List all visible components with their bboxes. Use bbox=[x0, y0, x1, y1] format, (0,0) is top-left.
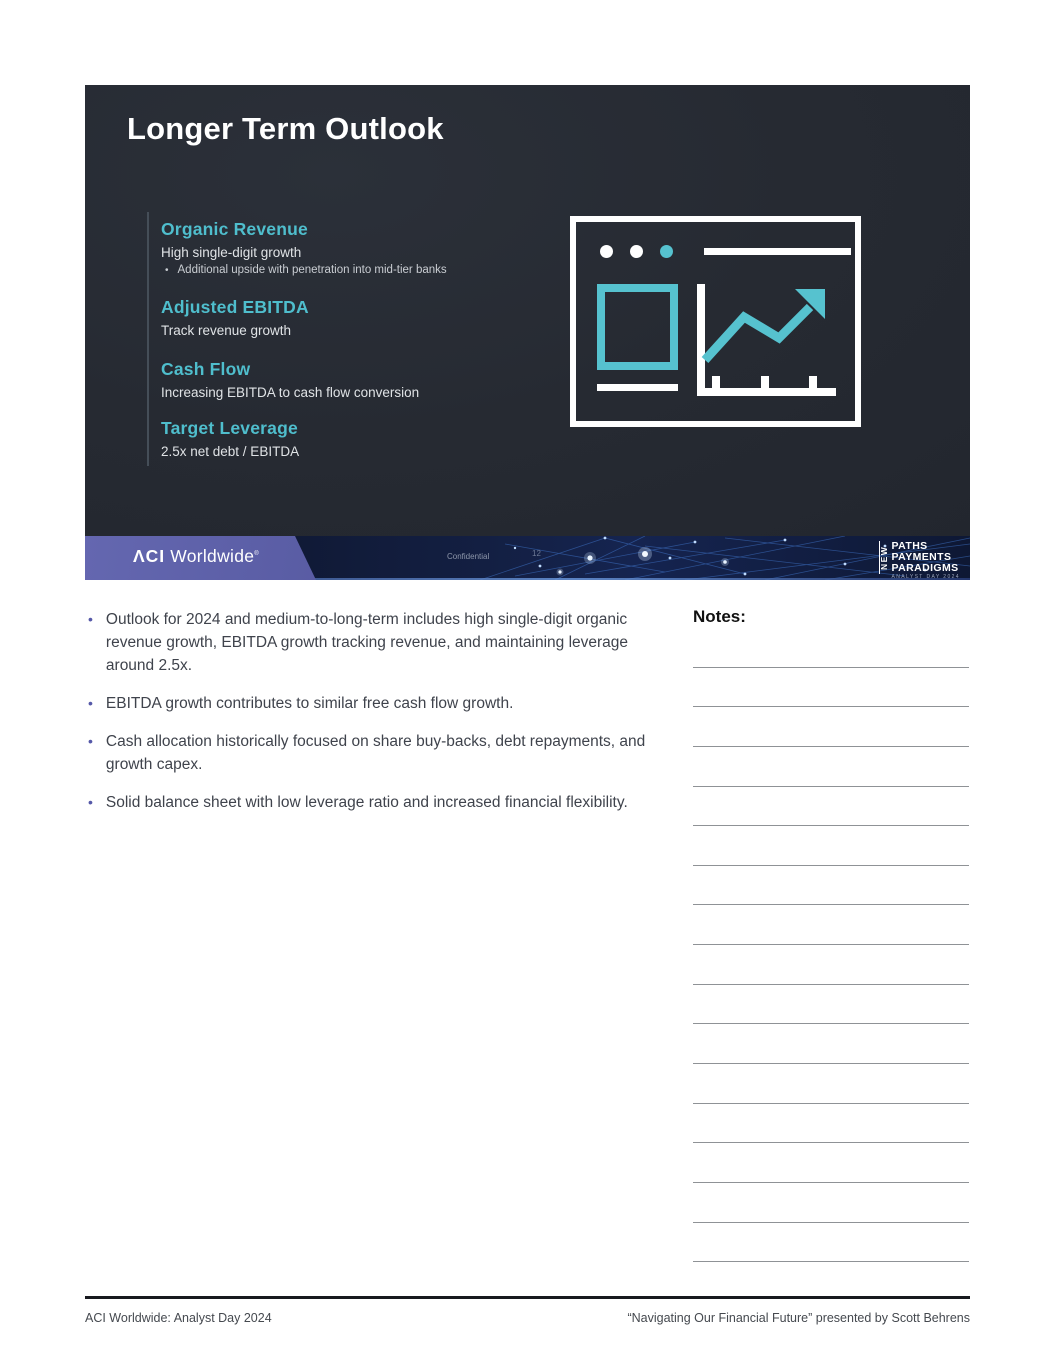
chart-x-axis bbox=[697, 388, 836, 396]
slide-section-target-leverage bbox=[161, 418, 561, 459]
list-item bbox=[88, 791, 666, 814]
panel-square-icon bbox=[597, 284, 678, 370]
section-heading: Organic Revenue bbox=[161, 219, 308, 239]
bullet-icon: • bbox=[165, 265, 169, 276]
footer-divider bbox=[85, 1296, 970, 1299]
aci-logo-mark: ΛCI bbox=[133, 546, 166, 566]
notes-line bbox=[693, 905, 969, 945]
registered-mark-icon: ® bbox=[254, 551, 259, 558]
slide-page-number: 12 bbox=[532, 549, 541, 558]
notes-heading: Notes: bbox=[693, 607, 746, 626]
notes-line bbox=[693, 1024, 969, 1064]
footer-right-text: “Navigating Our Financial Future” presented by Scott Behrens bbox=[627, 1311, 970, 1325]
slide-section-cash-flow bbox=[161, 359, 561, 400]
section-heading: Adjusted EBITDA bbox=[161, 297, 309, 317]
slide-title: Longer Term Outlook bbox=[127, 111, 444, 146]
notes-lines bbox=[693, 628, 969, 1262]
notes-line bbox=[693, 668, 969, 708]
event-logo-line: PAYMENTS bbox=[891, 550, 952, 563]
bullet-icon: • bbox=[88, 733, 93, 749]
notes-line bbox=[693, 787, 969, 827]
bullet-icon: • bbox=[88, 695, 93, 711]
bullet-text: Outlook for 2024 and medium-to-long-term includes high single-digit organic revenue growth, EBITDA growth tracking revenue, and maintaining leverage around 2.5x. bbox=[105, 611, 629, 674]
section-body: 2.5x net debt / EBITDA bbox=[161, 444, 300, 459]
list-item bbox=[88, 608, 666, 677]
notes-line bbox=[693, 1064, 969, 1104]
event-logo-subtitle: ANALYST DAY 2024 bbox=[891, 574, 960, 580]
section-body: Increasing EBITDA to cash flow conversion bbox=[161, 385, 420, 400]
notes-line bbox=[693, 628, 969, 668]
window-titlebar-line bbox=[704, 248, 851, 255]
aci-worldwide-logo bbox=[133, 546, 259, 567]
section-heading: Cash Flow bbox=[161, 359, 251, 379]
event-logo-line: PATHS bbox=[891, 540, 928, 552]
list-item bbox=[88, 730, 666, 776]
window-dot-icon bbox=[600, 245, 613, 258]
notes-line bbox=[693, 985, 969, 1025]
list-item bbox=[88, 692, 666, 715]
notes-line bbox=[693, 1223, 969, 1263]
section-divider-line bbox=[147, 212, 149, 466]
rising-trendline-icon bbox=[698, 288, 833, 383]
notes-line bbox=[693, 1104, 969, 1144]
bullet-text: EBITDA growth contributes to similar free cash flow growth. bbox=[105, 695, 514, 712]
slide-thumbnail bbox=[85, 85, 970, 580]
notes-line bbox=[693, 945, 969, 985]
summary-bullet-list bbox=[88, 608, 666, 829]
footer-left-text: ACI Worldwide: Analyst Day 2024 bbox=[85, 1311, 272, 1325]
notes-line bbox=[693, 1183, 969, 1223]
section-sub-bullet bbox=[161, 264, 561, 278]
slide-footer-bar bbox=[85, 536, 970, 580]
aci-logo-text: Worldwide bbox=[170, 546, 255, 566]
section-body: Track revenue growth bbox=[161, 323, 292, 338]
sub-bullet-text: Additional upside with penetration into mid-tier banks bbox=[177, 264, 447, 276]
window-dot-icon bbox=[660, 245, 673, 258]
browser-chart-icon bbox=[570, 216, 861, 427]
bullet-text: Solid balance sheet with low leverage ratio and increased financial flexibility. bbox=[105, 794, 628, 811]
notes-line bbox=[693, 1143, 969, 1183]
notes-line bbox=[693, 866, 969, 906]
section-heading: Target Leverage bbox=[161, 418, 298, 438]
analyst-day-event-logo bbox=[879, 541, 960, 580]
slide-section-organic-revenue bbox=[161, 219, 561, 278]
event-logo-stack bbox=[892, 541, 960, 580]
notes-line bbox=[693, 707, 969, 747]
notes-line bbox=[693, 747, 969, 787]
event-logo-line: PARADIGMS bbox=[891, 561, 959, 574]
bullet-text: Cash allocation historically focused on share buy-backs, debt repayments, and growth capex. bbox=[105, 733, 646, 773]
bullet-icon: • bbox=[88, 611, 93, 627]
panel-underline bbox=[597, 384, 678, 391]
bullet-icon: • bbox=[88, 794, 93, 810]
event-logo-new: NEW bbox=[879, 541, 890, 574]
slide-section-adjusted-ebitda bbox=[161, 297, 561, 338]
notes-line bbox=[693, 826, 969, 866]
confidential-label: Confidential bbox=[447, 552, 490, 561]
section-body: High single-digit growth bbox=[161, 245, 302, 260]
window-dot-icon bbox=[630, 245, 643, 258]
